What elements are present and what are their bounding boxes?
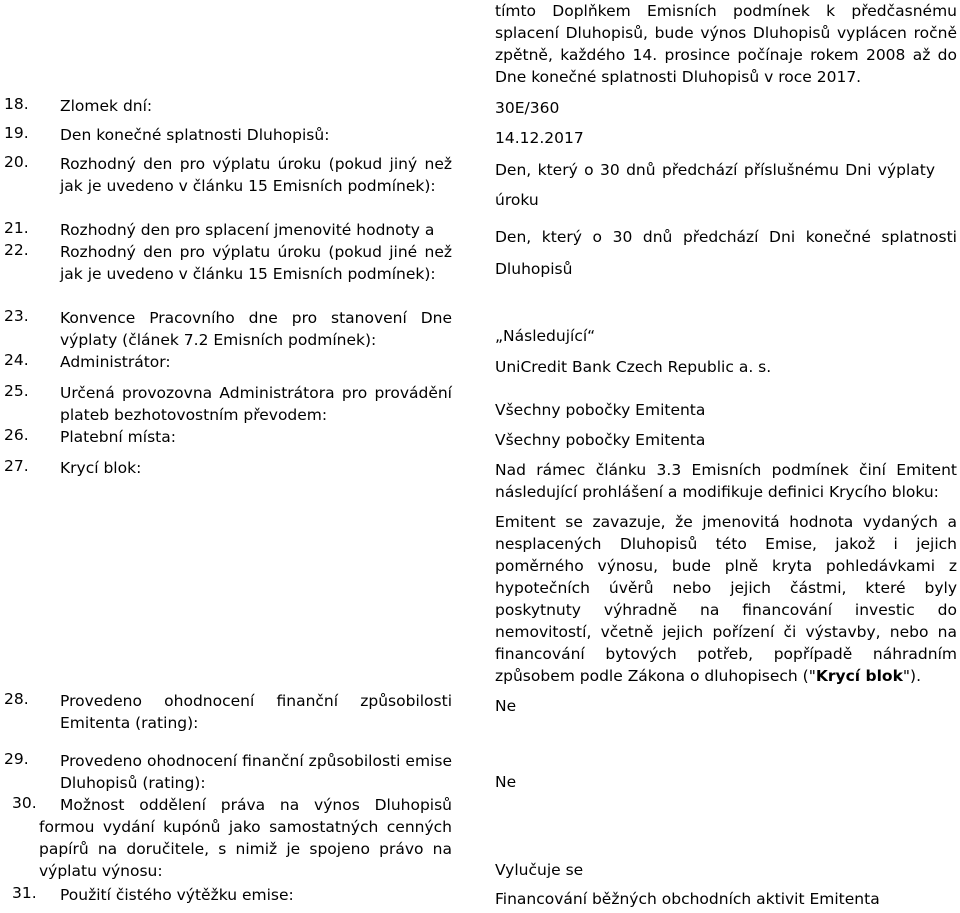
row-number: 28. <box>4 690 29 708</box>
row-label: Provedeno ohodnocení finanční způsobilosti Emitenta (rating): <box>60 692 452 732</box>
row-value: Vylučuje se <box>495 861 584 879</box>
cover-block-text: Emitent se zavazuje, že jmenovitá hodnota vydaných a nesplacených Dluhopisů této Emise, jakož i jejich poměrného výnosu, bude plně kryta pohledávkami z hypotečních úvěrů nebo jejich částmi, které byly poskytnuty výhradně na financování investic do nemovitostí, včetně jejich pořízení či výstavby, nebo na financování bytových potřeb, popřípadě náhradním způsobem podle Zákona o dluhopisech (" <box>495 513 957 685</box>
row-value: Ne <box>495 697 517 715</box>
row-value: UniCredit Bank Czech Republic a. s. <box>495 358 772 376</box>
row-number: 29. <box>4 750 29 768</box>
row-value: Nad rámec článku 3.3 Emisních podmínek činí Emitent následující prohlášení a modifikuje definici Krycího bloku: <box>495 461 957 501</box>
row-value: 14.12.2017 <box>495 129 584 147</box>
row-label: Rozhodný den pro splacení jmenovité hodnoty a <box>60 221 435 239</box>
row-label: Rozhodný den pro výplatu úroku (pokud jiný než jak je uvedeno v článku 15 Emisních podmínek): <box>60 155 452 195</box>
row-value: „Následující“ <box>495 327 596 345</box>
row-number: 25. <box>4 382 29 400</box>
cover-block-paragraph <box>495 511 957 687</box>
row-value: Všechny pobočky Emitenta <box>495 401 706 419</box>
row-label: Administrátor: <box>60 353 171 371</box>
cover-block-term: Krycí blok <box>815 667 903 685</box>
row-number: 20. <box>4 153 29 171</box>
row-number: 21. <box>4 219 29 237</box>
row-number: 27. <box>4 457 29 475</box>
row-label: Provedeno ohodnocení finanční způsobilosti emise Dluhopisů (rating): <box>60 752 452 792</box>
row-value: Financování běžných obchodních aktivit Emitenta <box>495 890 880 908</box>
row-value: Všechny pobočky Emitenta <box>495 431 706 449</box>
row-label: Den konečné splatnosti Dluhopisů: <box>60 126 330 144</box>
row-label: Konvence Pracovního dne pro stanovení Dne výplaty (článek 7.2 Emisních podmínek): <box>60 309 452 349</box>
row-number: 18. <box>4 95 29 113</box>
row-label: Platební místa: <box>60 428 176 446</box>
row-label: Určená provozovna Administrátora pro provádění plateb bezhotovostním převodem: <box>60 384 452 424</box>
row-label: Krycí blok: <box>60 459 142 477</box>
row-number: 30. <box>12 794 37 812</box>
row-value: Den, který o 30 dnů předchází Dni konečné splatnosti Dluhopisů <box>495 228 957 278</box>
row-number: 31. <box>12 884 37 902</box>
row-value: Ne <box>495 773 517 791</box>
row-number: 26. <box>4 426 29 444</box>
row-number: 22. <box>4 241 29 259</box>
row-number: 23. <box>4 307 29 325</box>
row-value: 30E/360 <box>495 99 560 117</box>
top-paragraph: tímto Doplňkem Emisních podmínek k předčasnému splacení Dluhopisů, bude výnos Dluhopisů vyplácen ročně zpětně, každého 14. prosince počínaje rokem 2008 až do Dne konečné splatnosti Dluhopisů v roce 2017. <box>495 2 957 86</box>
row-number: 24. <box>4 351 29 369</box>
row-value: Den, který o 30 dnů předchází příslušnému Dni výplaty úroku <box>495 161 935 209</box>
row-label: Zlomek dní: <box>60 97 153 115</box>
cover-block-text-end: "). <box>902 667 921 685</box>
row-label: Použití čistého výtěžku emise: <box>60 886 294 904</box>
row-label: Rozhodný den pro výplatu úroku (pokud jiné než jak je uvedeno v článku 15 Emisních podmínek): <box>60 243 452 283</box>
row-label: Možnost oddělení práva na výnos Dluhopisů formou vydání kupónů jako samostatných cenných papírů na doručitele, s nimiž je spojeno právo na výplatu výnosu: <box>39 796 452 880</box>
row-number: 19. <box>4 124 29 142</box>
